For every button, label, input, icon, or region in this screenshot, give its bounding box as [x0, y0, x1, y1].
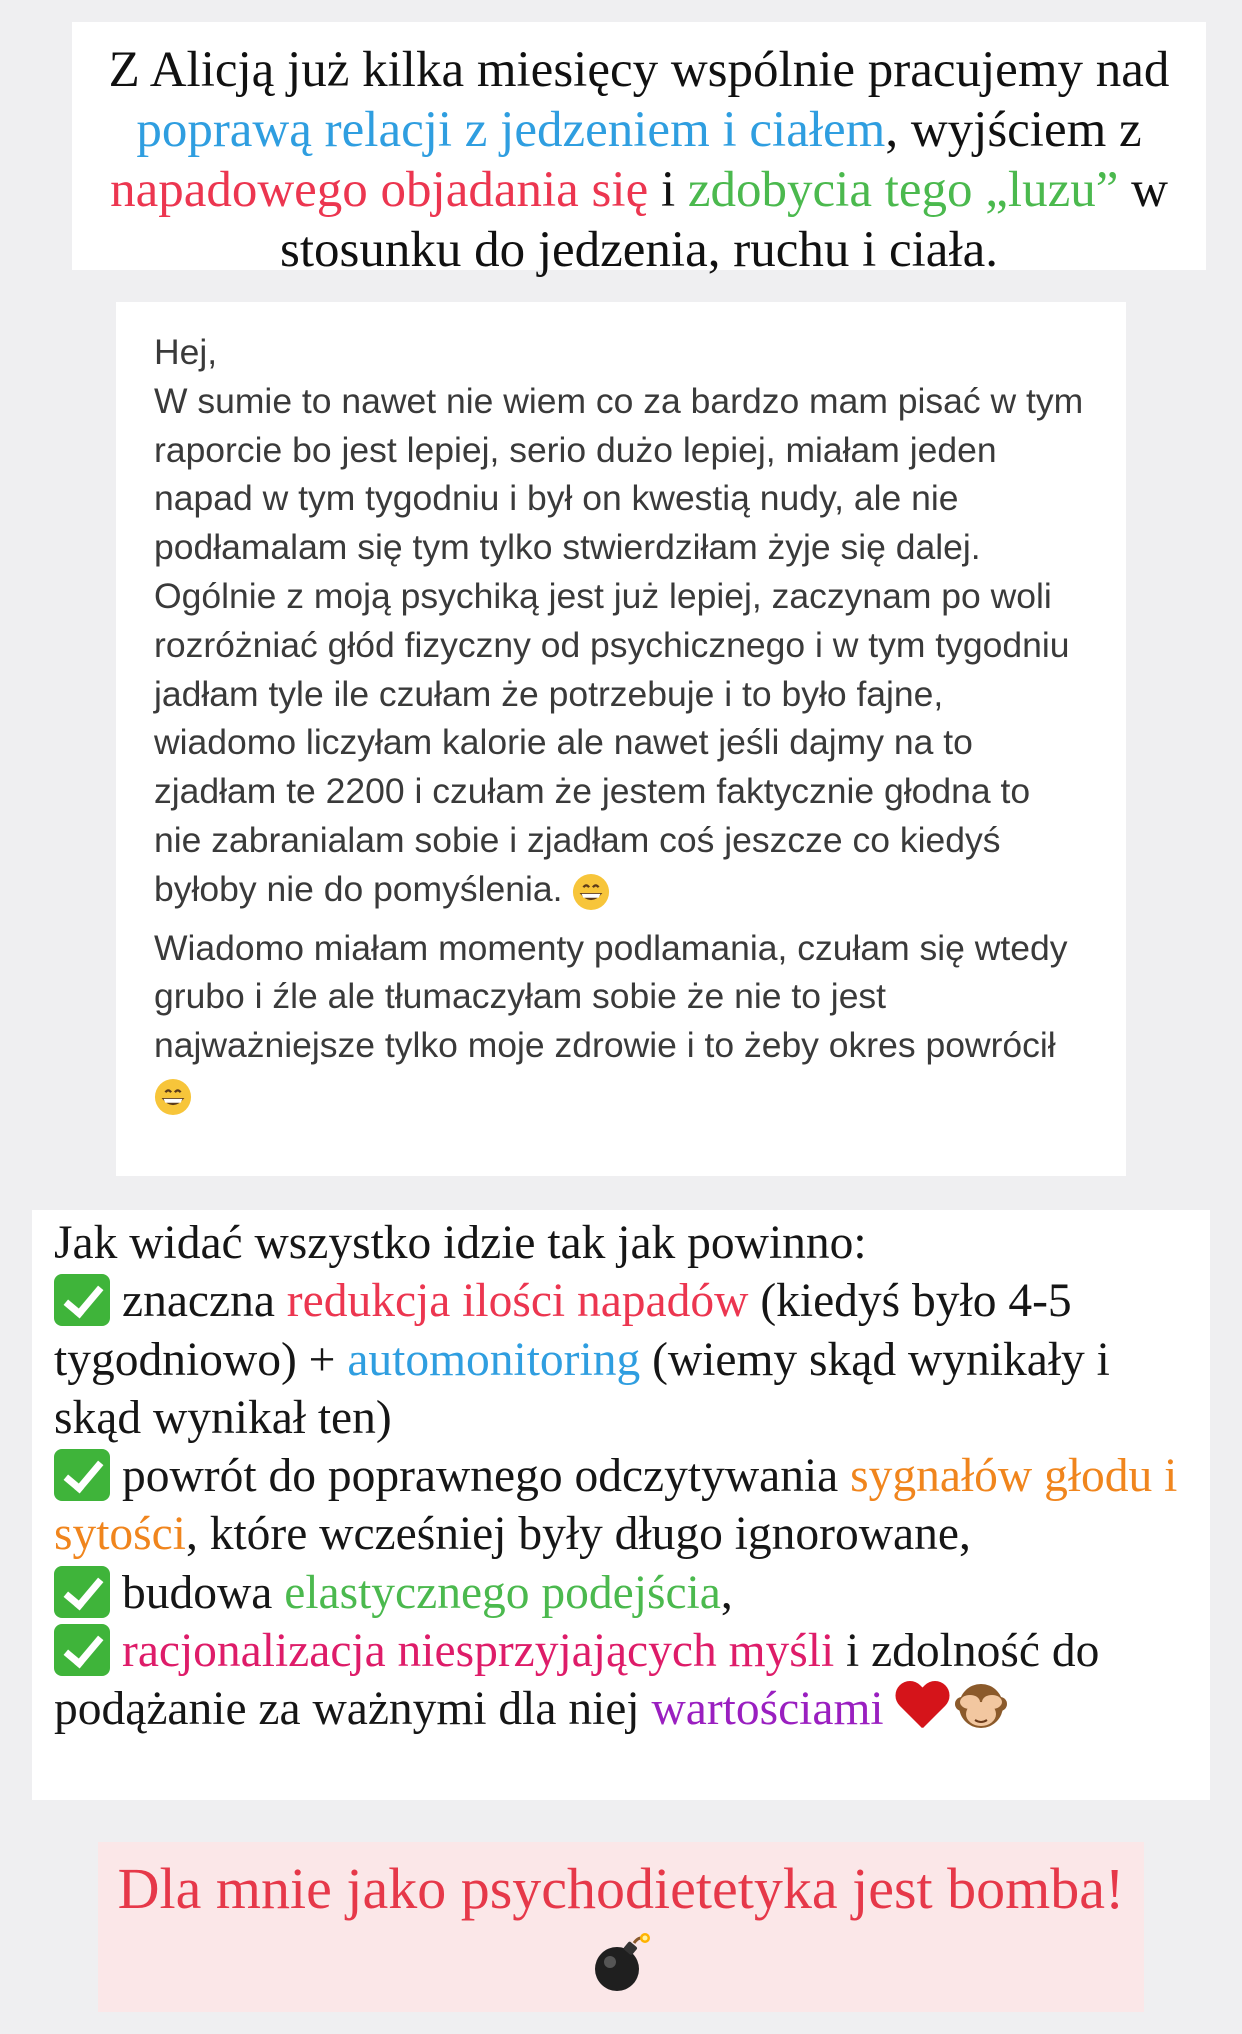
check-mark-icon: [54, 1274, 110, 1326]
summary-item-text: budowa: [122, 1566, 285, 1619]
highlight-relationship: poprawą relacji z jedzeniem i ciałem: [136, 102, 886, 158]
intro-text-2: , wyjściem z: [885, 102, 1142, 158]
summary-item-text: (kiedyś było 4-5 tygodniowo) +: [54, 1275, 1072, 1386]
closing-statement: [98, 1842, 1144, 2012]
red-heart-icon: [894, 1682, 950, 1732]
grinning-face-icon: [154, 1078, 192, 1129]
intro-text-1: Z Alicją już kilka miesięcy wspólnie pracujemy nad: [108, 42, 1170, 98]
see-no-evil-monkey-icon: [954, 1680, 1008, 1748]
check-mark-icon: [54, 1449, 110, 1501]
summary-lead: Jak widać wszystko idzie tak jak powinno:: [54, 1217, 867, 1269]
highlight-self-monitoring: automonitoring: [347, 1333, 641, 1386]
summary-item-text: powrót do poprawnego odczytywania: [122, 1450, 851, 1503]
highlight-flexible-approach: elastycznego podejścia: [284, 1566, 721, 1619]
highlight-hunger-signals: sygnałów głodu i sytości: [54, 1450, 1178, 1561]
closing-text-label: Dla mnie jako psychodietetyka jest bomba!: [117, 1856, 1125, 1921]
summary-item-text: ,: [720, 1566, 733, 1619]
client-message-screenshot: [116, 302, 1126, 1176]
summary-item: [54, 1622, 1190, 1749]
intro-text-3: i: [648, 162, 688, 218]
client-message-text: [154, 328, 1086, 1129]
highlight-values: wartościami: [651, 1683, 884, 1736]
highlight-freedom: zdobycia tego „luzu”: [687, 162, 1119, 218]
summary-item-text: , które wcześniej były długo ignorowane,: [185, 1508, 971, 1561]
summary-item: [54, 1447, 1190, 1564]
summary-item-text: i zdolność do podążanie za ważnymi dla niej: [54, 1625, 1100, 1736]
grinning-face-icon: [572, 873, 610, 924]
highlight-binge-eating: napadowego objadania się: [110, 162, 649, 218]
message-body-2: Wiadomo miałam momenty podlamania, czułam się wtedy grubo i źle ale tłumaczyłam sobie że nie to jest najważniejsze tylko moje zdrowie i to żeby okres powrócił: [154, 927, 1068, 1066]
highlight-reduction: redukcja ilości napadów: [286, 1275, 749, 1328]
summary-text: [54, 1214, 1190, 1749]
summary-item: [54, 1272, 1190, 1447]
intro-text: [86, 40, 1192, 280]
summary-item: [54, 1564, 1190, 1622]
summary-item-text: (wiemy skąd wynikały i skąd wynikał ten): [54, 1333, 1110, 1444]
message-body: Hej, W sumie to nawet nie wiem co za bardzo mam pisać w tym raporcie bo jest lepiej, serio dużo lepiej, miałam jeden napad w tym tygodniu i był on kwestią nudy, ale nie podłamalam się tym tylko stwierdziłam żyje się dalej. Ogólnie z moją psychiką jest już lepiej, zaczynam po woli rozróżniać głód fizyczny od psychicznego i w tym tygodniu jadłam tyle ile czułam że potrzebuje i to było fajne, wiadomo liczyłam kalorie ale nawet jeśli dajmy na to zjadłam te 2200 i czułam że jestem faktycznie głodna to nie zabranialam sobie i zjadłam coś jeszcze co kiedyś byłoby nie do pomyślenia.: [154, 332, 1084, 909]
check-mark-icon: [54, 1624, 110, 1676]
intro-text-4: w stosunku do jedzenia, ruchu i ciała.: [279, 162, 1168, 278]
closing-text: [108, 1850, 1134, 2014]
check-mark-icon: [54, 1566, 110, 1618]
progress-summary: [32, 1210, 1210, 1800]
highlight-rationalization: racjonalizacja niesprzyjających myśli: [122, 1625, 835, 1678]
bomb-icon: [589, 1931, 653, 2014]
intro-caption: [72, 22, 1206, 278]
summary-item-text: znaczna: [122, 1275, 287, 1328]
